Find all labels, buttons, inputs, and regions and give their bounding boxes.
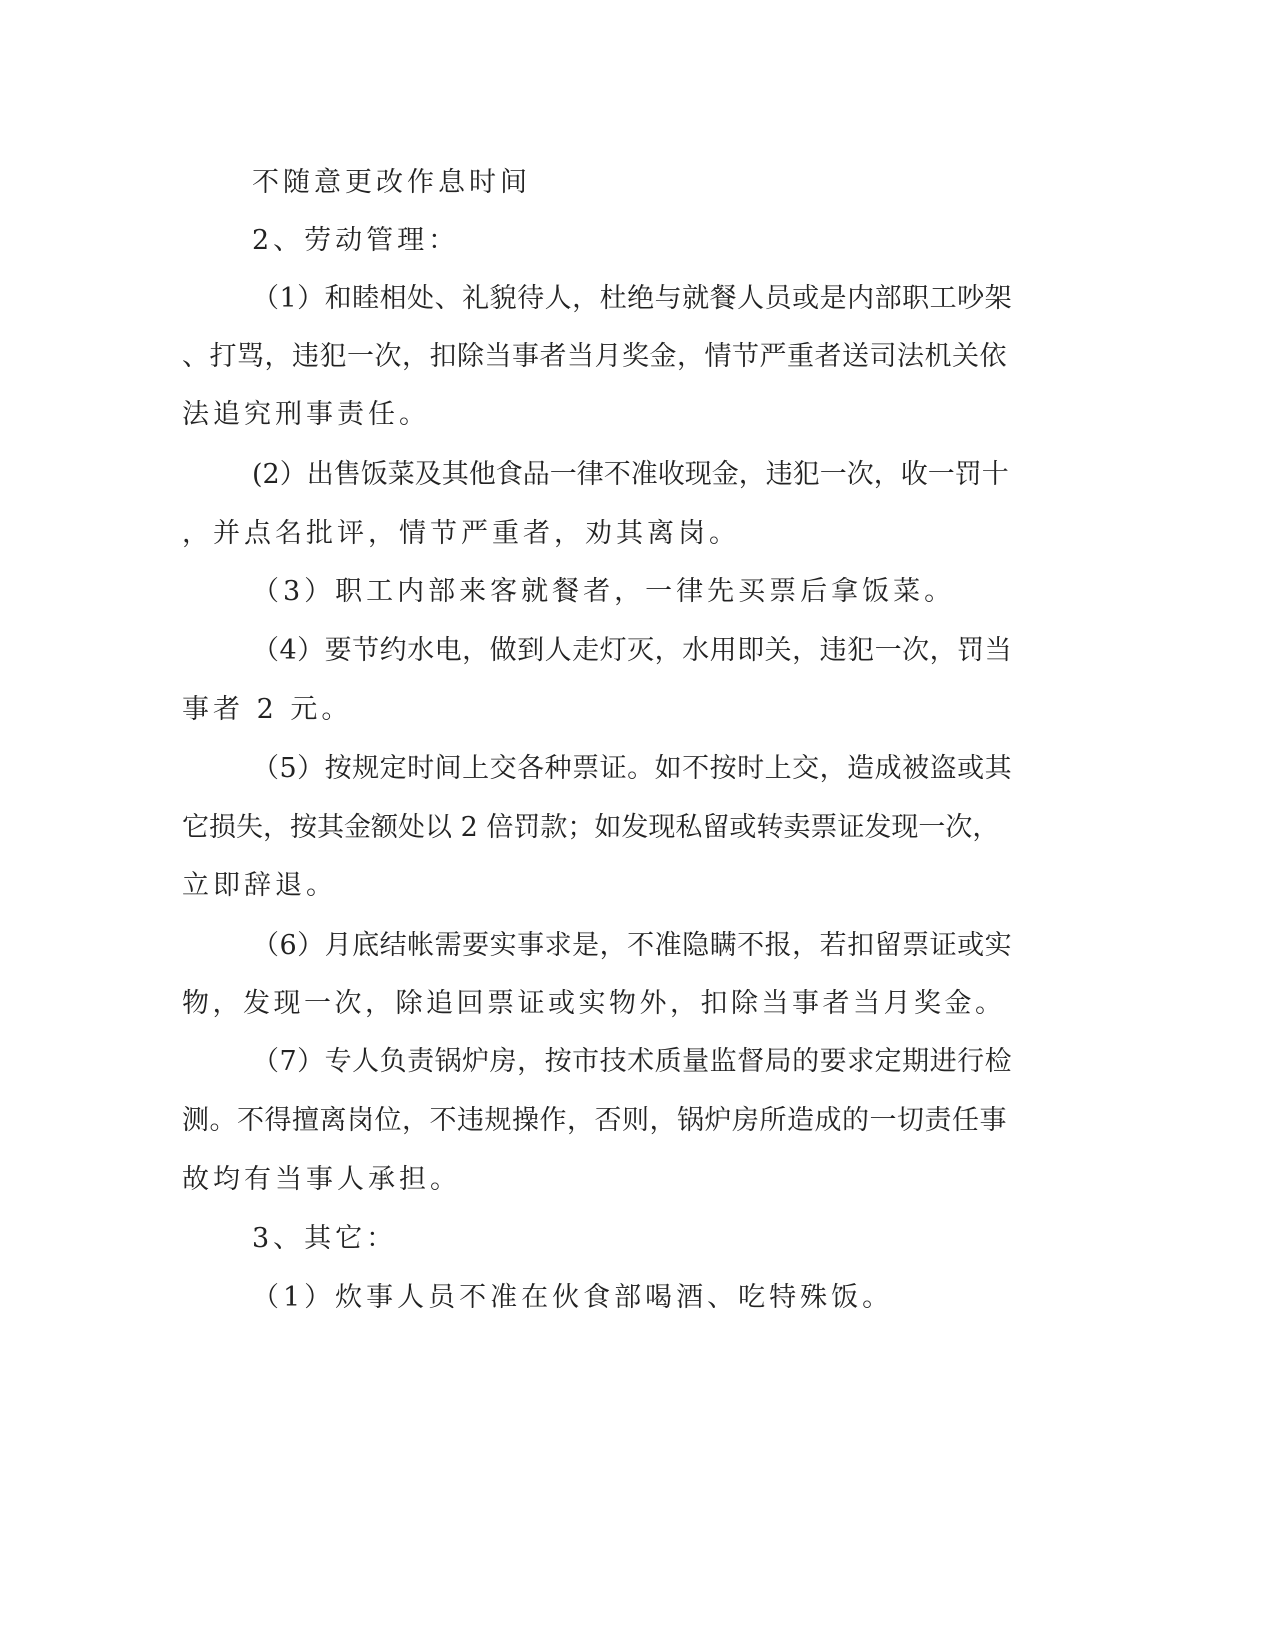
text-line: (2）出售饭菜及其他食品一律不准收现金，违犯一次，收一罚十 (252, 459, 1009, 490)
text-line: 事者 2 元。 (182, 694, 353, 725)
text-line: 不随意更改作息时间 (252, 167, 531, 198)
text-line: 物，发现一次，除追回票证或实物外，扣除当事者当月奖金。 (182, 988, 1006, 1019)
text-line: 它损失，按其金额处以 2 倍罚款；如发现私留或转卖票证发现一次， (182, 812, 1000, 843)
text-line: 测。不得擅离岗位，不违规操作，否则，锅炉房所造成的一切责任事 (182, 1105, 1007, 1136)
text-line: （4）要节约水电，做到人走灯灭，水用即关，违犯一次，罚当 (252, 635, 1013, 666)
text-line: （1）和睦相处、礼貌待人，杜绝与就餐人员或是内部职工吵架 (252, 283, 1013, 314)
text-line: 立即辞退。 (182, 870, 337, 901)
section-heading: 2、劳动管理： (252, 225, 460, 256)
text-line: （6）月底结帐需要实事求是，不准隐瞒不报，若扣留票证或实 (252, 930, 1013, 961)
text-line: 法追究刑事责任。 (182, 399, 430, 430)
text-line: （1）炊事人员不准在伙食部喝酒、吃特殊饭。 (252, 1282, 894, 1313)
text-line: （7）专人负责锅炉房，按市技术质量监督局的要求定期进行检 (252, 1046, 1013, 1077)
section-heading: 3、其它： (252, 1223, 398, 1254)
text-line: （3）职工内部来客就餐者，一律先买票后拿饭菜。 (252, 576, 956, 607)
text-line: ，并点名批评，情节严重者，劝其离岗。 (182, 518, 740, 549)
text-line: 故均有当事人承担。 (182, 1164, 461, 1195)
text-line: （5）按规定时间上交各种票证。如不按时上交，造成被盗或其 (252, 753, 1013, 784)
text-line: 、打骂，违犯一次，扣除当事者当月奖金，情节严重者送司法机关依 (182, 341, 1007, 372)
